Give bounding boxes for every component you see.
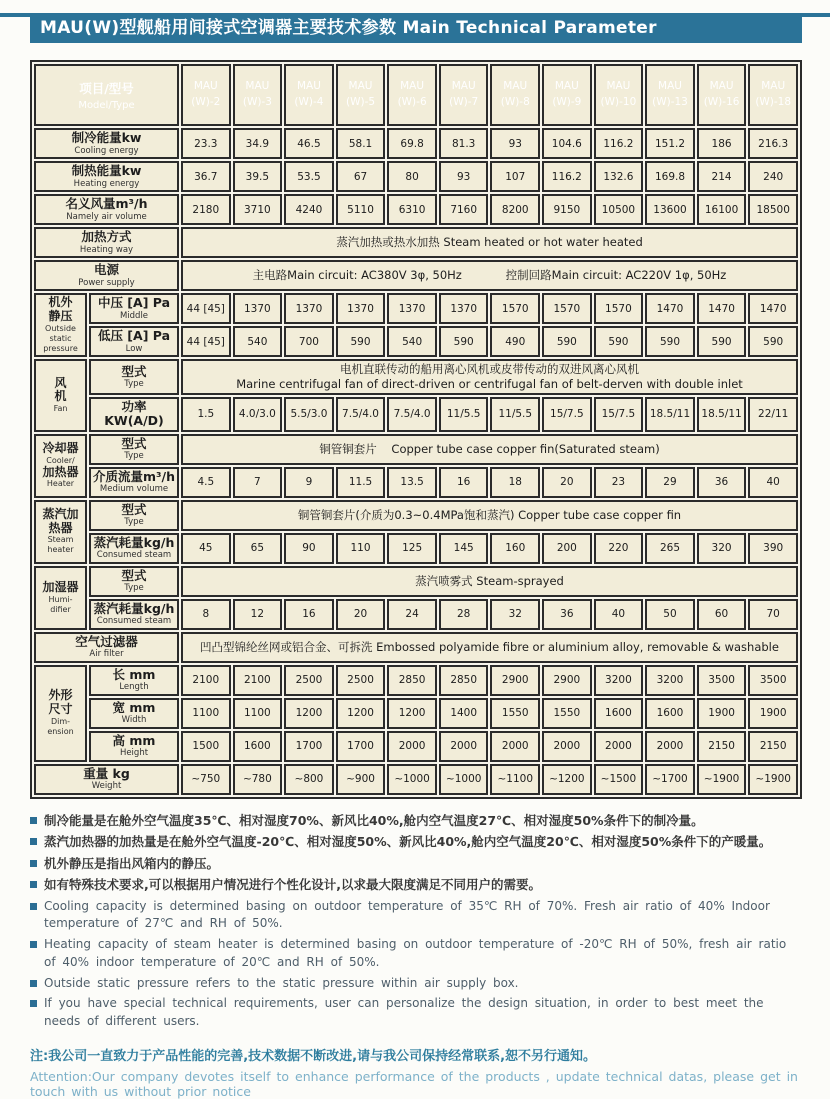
- row-label: 介质流量m³/h Medium volume: [89, 467, 179, 498]
- notes-section: [30, 812, 802, 1031]
- value-cell: 2100: [181, 665, 231, 696]
- span-value-cell: 电机直联传动的船用离心风机或皮带传动的双进风离心风机 Marine centrifugal fan of direct-driven or centrifugal fan of belt-derven with double inlet: [181, 359, 798, 395]
- value-cell: 590: [336, 326, 386, 357]
- value-cell: 540: [387, 326, 437, 357]
- value-cell: 1600: [594, 698, 644, 729]
- model-header-cell: MAU (W)-4: [284, 64, 334, 126]
- value-cell: 8: [181, 599, 231, 630]
- top-accent-strip: [0, 13, 830, 17]
- row-group-label: 蒸汽加 热器 Steam heater: [34, 500, 87, 564]
- value-cell: 16100: [697, 194, 747, 225]
- value-cell: 16: [439, 467, 489, 498]
- row-label: 中压 [A] Pa Middle: [89, 293, 179, 324]
- model-header-cell: MAU (W)-7: [439, 64, 489, 126]
- value-cell: 590: [645, 326, 695, 357]
- value-cell: 490: [490, 326, 540, 357]
- value-cell: ~1000: [439, 764, 489, 795]
- row-group-label: 冷却器 Cooler/ 加热器 Heater: [34, 434, 87, 498]
- row-label: 宽 mm Width: [89, 698, 179, 729]
- value-cell: 90: [284, 533, 334, 564]
- value-cell: 7: [233, 467, 283, 498]
- value-cell: 11/5.5: [490, 397, 540, 432]
- value-cell: 1600: [645, 698, 695, 729]
- value-cell: 220: [594, 533, 644, 564]
- value-cell: 1400: [439, 698, 489, 729]
- value-cell: 69.8: [387, 128, 437, 159]
- model-header-row: [34, 64, 798, 126]
- note-text: 如有特殊技术要求,可以根据用户情况进行个性化设计,以求最大限度满足不同用户的需要。: [44, 877, 541, 893]
- note-text: 制冷能量是在舱外空气温度35℃、相对湿度70%、新风比40%,舱内空气温度27℃、相对湿度50%条件下的制冷量。: [44, 812, 704, 828]
- value-cell: 1370: [387, 293, 437, 324]
- value-cell: 160: [490, 533, 540, 564]
- model-header-cell: MAU (W)-6: [387, 64, 437, 126]
- value-cell: 24: [387, 599, 437, 630]
- square-bullet-icon: [30, 980, 37, 987]
- value-cell: 11/5.5: [439, 397, 489, 432]
- value-cell: 390: [748, 533, 798, 564]
- model-header-cell: MAU (W)-8: [490, 64, 540, 126]
- value-cell: ~1000: [387, 764, 437, 795]
- value-cell: ~780: [233, 764, 283, 795]
- table-row: [34, 533, 798, 564]
- note-text: 机外静压是指出风箱内的静压。: [44, 855, 220, 871]
- note-item: [30, 936, 802, 972]
- row-label: 型式 Type: [89, 500, 179, 531]
- value-cell: 1200: [336, 698, 386, 729]
- value-cell: 50: [645, 599, 695, 630]
- value-cell: 2500: [284, 665, 334, 696]
- value-cell: 1370: [233, 293, 283, 324]
- value-cell: 29: [645, 467, 695, 498]
- table-row: [34, 500, 798, 531]
- note-text: If you have special technical requirements, user can personalize the design situation, in order to best meet the needs of different users.: [44, 996, 764, 1029]
- value-cell: 3200: [645, 665, 695, 696]
- row-label: 型式 Type: [89, 566, 179, 597]
- value-cell: 53.5: [284, 161, 334, 192]
- row-group-label: 外形 尺寸 Dim- ension: [34, 665, 87, 762]
- table-row: [34, 260, 798, 291]
- value-cell: 15/7.5: [594, 397, 644, 432]
- model-header-cell: MAU (W)-3: [233, 64, 283, 126]
- row-group-label: 机外 静压 Outside static pressure: [34, 293, 87, 357]
- table-row: [34, 599, 798, 630]
- value-cell: 2000: [439, 731, 489, 762]
- value-cell: ~1700: [645, 764, 695, 795]
- value-cell: 2150: [748, 731, 798, 762]
- value-cell: 44 [45]: [181, 326, 231, 357]
- value-cell: 93: [490, 128, 540, 159]
- value-cell: 34.9: [233, 128, 283, 159]
- value-cell: 540: [233, 326, 283, 357]
- value-cell: 1370: [439, 293, 489, 324]
- value-cell: 46.5: [284, 128, 334, 159]
- value-cell: 36: [697, 467, 747, 498]
- value-cell: 1550: [490, 698, 540, 729]
- row-group-label: 风 机 Fan: [34, 359, 87, 432]
- model-header-cell: MAU (W)-10: [594, 64, 644, 126]
- value-cell: 7.5/4.0: [387, 397, 437, 432]
- row-label: 空气过滤器 Air filter: [34, 632, 179, 663]
- value-cell: 107: [490, 161, 540, 192]
- value-cell: 2900: [490, 665, 540, 696]
- value-cell: 1600: [233, 731, 283, 762]
- value-cell: 12: [233, 599, 283, 630]
- value-cell: 1470: [748, 293, 798, 324]
- value-cell: 2180: [181, 194, 231, 225]
- value-cell: 1200: [387, 698, 437, 729]
- value-cell: 40: [594, 599, 644, 630]
- row-label: 重量 kg Weight: [34, 764, 179, 795]
- model-header-cell: MAU (W)-5: [336, 64, 386, 126]
- value-cell: 2000: [387, 731, 437, 762]
- row-label: 制热能量kw Heating energy: [34, 161, 179, 192]
- footer-note-zh: 注:我公司一直致力于产品性能的完善,技术数据不断改进,请与我公司保持经常联系,恕不另行通知。: [30, 1048, 597, 1064]
- span-value-cell: 主电路Main circuit: AC380V 3φ, 50Hz 控制回路Main circuit: AC220V 1φ, 50Hz: [181, 260, 798, 291]
- value-cell: 7160: [439, 194, 489, 225]
- value-cell: 1700: [336, 731, 386, 762]
- page-title: MAU(W)型舰船用间接式空调器主要技术参数 Main Technical Parameter: [30, 13, 802, 43]
- table-row: [34, 566, 798, 597]
- square-bullet-icon: [30, 881, 37, 888]
- row-label: 型式 Type: [89, 434, 179, 465]
- table-row: [34, 632, 798, 663]
- value-cell: 145: [439, 533, 489, 564]
- value-cell: 5110: [336, 194, 386, 225]
- value-cell: 1470: [697, 293, 747, 324]
- value-cell: 10500: [594, 194, 644, 225]
- value-cell: 110: [336, 533, 386, 564]
- value-cell: 45: [181, 533, 231, 564]
- row-label: 蒸汽耗量kg/h Consumed steam: [89, 533, 179, 564]
- value-cell: 240: [748, 161, 798, 192]
- note-item: [30, 876, 802, 895]
- table-row: [34, 194, 798, 225]
- value-cell: 1570: [542, 293, 592, 324]
- value-cell: 590: [748, 326, 798, 357]
- square-bullet-icon: [30, 860, 37, 867]
- value-cell: 1470: [645, 293, 695, 324]
- table-row: [34, 467, 798, 498]
- value-cell: 590: [697, 326, 747, 357]
- value-cell: 104.6: [542, 128, 592, 159]
- value-cell: 151.2: [645, 128, 695, 159]
- value-cell: 36: [542, 599, 592, 630]
- table-row: [34, 227, 798, 258]
- value-cell: 186: [697, 128, 747, 159]
- value-cell: 2150: [697, 731, 747, 762]
- value-cell: 4.5: [181, 467, 231, 498]
- value-cell: 13.5: [387, 467, 437, 498]
- value-cell: 125: [387, 533, 437, 564]
- model-header-cell: MAU (W)-2: [181, 64, 231, 126]
- row-group-label: 加湿器 Humi- difier: [34, 566, 87, 630]
- value-cell: 1570: [490, 293, 540, 324]
- value-cell: 1100: [181, 698, 231, 729]
- span-value-cell: 蒸汽喷雾式 Steam-sprayed: [181, 566, 798, 597]
- row-label: 蒸汽耗量kg/h Consumed steam: [89, 599, 179, 630]
- value-cell: 11.5: [336, 467, 386, 498]
- value-cell: 2500: [336, 665, 386, 696]
- table-row: [34, 731, 798, 762]
- note-item: [30, 975, 802, 993]
- value-cell: 23: [594, 467, 644, 498]
- value-cell: 18.5/11: [645, 397, 695, 432]
- value-cell: 67: [336, 161, 386, 192]
- value-cell: 1370: [284, 293, 334, 324]
- value-cell: 3500: [748, 665, 798, 696]
- value-cell: ~1500: [594, 764, 644, 795]
- row-label: 加热方式 Heating way: [34, 227, 179, 258]
- value-cell: 2100: [233, 665, 283, 696]
- value-cell: 65: [233, 533, 283, 564]
- value-cell: 216.3: [748, 128, 798, 159]
- value-cell: 1.5: [181, 397, 231, 432]
- value-cell: 81.3: [439, 128, 489, 159]
- table-row: [34, 698, 798, 729]
- value-cell: 36.7: [181, 161, 231, 192]
- value-cell: 18500: [748, 194, 798, 225]
- spec-table: [30, 60, 802, 799]
- row-label: 型式 Type: [89, 359, 179, 395]
- value-cell: 5.5/3.0: [284, 397, 334, 432]
- value-cell: 9150: [542, 194, 592, 225]
- value-cell: 2000: [594, 731, 644, 762]
- value-cell: ~1100: [490, 764, 540, 795]
- value-cell: 70: [748, 599, 798, 630]
- note-item: [30, 855, 802, 874]
- value-cell: 7.5/4.0: [336, 397, 386, 432]
- table-row: [34, 326, 798, 357]
- value-cell: 39.5: [233, 161, 283, 192]
- model-header-cell: MAU (W)-13: [645, 64, 695, 126]
- value-cell: 2850: [387, 665, 437, 696]
- note-item: [30, 898, 802, 934]
- value-cell: ~750: [181, 764, 231, 795]
- value-cell: 116.2: [542, 161, 592, 192]
- row-label: 高 mm Height: [89, 731, 179, 762]
- value-cell: 23.3: [181, 128, 231, 159]
- value-cell: 1700: [284, 731, 334, 762]
- table-row: [34, 434, 798, 465]
- footer-note-en: Attention:Our company devotes itself to enhance performance of the products , update technical datas, please get in touch with us without prior notice: [30, 1068, 798, 1099]
- value-cell: ~1900: [748, 764, 798, 795]
- value-cell: 3710: [233, 194, 283, 225]
- value-cell: 700: [284, 326, 334, 357]
- corner-cell: [34, 64, 179, 126]
- value-cell: 214: [697, 161, 747, 192]
- row-label: 低压 [A] Pa Low: [89, 326, 179, 357]
- corner-label-zh: 项目/型号: [79, 81, 134, 96]
- value-cell: 4.0/3.0: [233, 397, 283, 432]
- value-cell: 1200: [284, 698, 334, 729]
- square-bullet-icon: [30, 941, 37, 948]
- model-header-cell: MAU (W)-18: [748, 64, 798, 126]
- table-row: [34, 359, 798, 395]
- value-cell: 8200: [490, 194, 540, 225]
- value-cell: 13600: [645, 194, 695, 225]
- value-cell: 265: [645, 533, 695, 564]
- value-cell: 93: [439, 161, 489, 192]
- value-cell: 4240: [284, 194, 334, 225]
- note-item: [30, 995, 802, 1031]
- square-bullet-icon: [30, 903, 37, 910]
- note-text: Outside static pressure refers to the static pressure within air supply box.: [44, 975, 519, 990]
- value-cell: 3500: [697, 665, 747, 696]
- value-cell: 9: [284, 467, 334, 498]
- span-value-cell: 蒸汽加热或热水加热 Steam heated or hot water heated: [181, 227, 798, 258]
- value-cell: 1570: [594, 293, 644, 324]
- value-cell: ~1900: [697, 764, 747, 795]
- value-cell: 590: [542, 326, 592, 357]
- value-cell: 6310: [387, 194, 437, 225]
- value-cell: ~900: [336, 764, 386, 795]
- row-label: 长 mm Length: [89, 665, 179, 696]
- value-cell: 1550: [542, 698, 592, 729]
- value-cell: ~800: [284, 764, 334, 795]
- span-value-cell: 凹凸型锦纶丝网或铝合金、可拆洗 Embossed polyamide fibre or aluminium alloy, removable & washable: [181, 632, 798, 663]
- value-cell: 116.2: [594, 128, 644, 159]
- row-label: 制冷能量kw Cooling energy: [34, 128, 179, 159]
- value-cell: 44 [45]: [181, 293, 231, 324]
- square-bullet-icon: [30, 817, 37, 824]
- span-value-cell: 铜管铜套片(介质为0.3~0.4MPa饱和蒸汽) Copper tube case copper fin: [181, 500, 798, 531]
- table-row: [34, 764, 798, 795]
- model-header-cell: MAU (W)-16: [697, 64, 747, 126]
- model-header-cell: MAU (W)-9: [542, 64, 592, 126]
- square-bullet-icon: [30, 838, 37, 845]
- value-cell: 1900: [748, 698, 798, 729]
- value-cell: 1100: [233, 698, 283, 729]
- value-cell: 590: [439, 326, 489, 357]
- value-cell: 28: [439, 599, 489, 630]
- note-text: Cooling capacity is determined basing on outdoor temperature of 35℃ RH of 70%. Fresh air ratio of 40% Indoor temperature of 27℃ and RH of 50%.: [44, 898, 770, 931]
- value-cell: 200: [542, 533, 592, 564]
- value-cell: 1900: [697, 698, 747, 729]
- table-row: [34, 161, 798, 192]
- row-label: 名义风量m³/h Namely air volume: [34, 194, 179, 225]
- value-cell: 16: [284, 599, 334, 630]
- value-cell: 2000: [645, 731, 695, 762]
- value-cell: 1370: [336, 293, 386, 324]
- row-label: 电源 Power supply: [34, 260, 179, 291]
- value-cell: 320: [697, 533, 747, 564]
- note-item: [30, 812, 802, 831]
- value-cell: 132.6: [594, 161, 644, 192]
- value-cell: 22/11: [748, 397, 798, 432]
- row-label: 功率KW(A/D): [89, 397, 179, 432]
- value-cell: 60: [697, 599, 747, 630]
- table-row: [34, 665, 798, 696]
- value-cell: 20: [336, 599, 386, 630]
- value-cell: 1500: [181, 731, 231, 762]
- table-row: [34, 397, 798, 432]
- value-cell: 2850: [439, 665, 489, 696]
- footer-note: [30, 1045, 802, 1099]
- value-cell: 2900: [542, 665, 592, 696]
- value-cell: ~1200: [542, 764, 592, 795]
- value-cell: 590: [594, 326, 644, 357]
- value-cell: 80: [387, 161, 437, 192]
- value-cell: 2000: [490, 731, 540, 762]
- value-cell: 32: [490, 599, 540, 630]
- value-cell: 3200: [594, 665, 644, 696]
- note-item: [30, 833, 802, 852]
- table-row: [34, 128, 798, 159]
- table-row: [34, 293, 798, 324]
- value-cell: 18.5/11: [697, 397, 747, 432]
- value-cell: 2000: [542, 731, 592, 762]
- value-cell: 58.1: [336, 128, 386, 159]
- value-cell: 20: [542, 467, 592, 498]
- value-cell: 18: [490, 467, 540, 498]
- square-bullet-icon: [30, 1000, 37, 1007]
- note-text: 蒸汽加热器的加热量是在舱外空气温度-20℃、相对湿度50%、新风比40%,舱内空气温度20℃、相对湿度50%条件下的产暖量。: [44, 834, 772, 850]
- corner-label-en: Model/Type: [78, 100, 135, 111]
- note-text: Heating capacity of steam heater is determined basing on outdoor temperature of -20℃ RH of 50%, fresh air ratio of 40% indoor temperature of 20℃ and RH of 50%.: [44, 937, 787, 969]
- value-cell: 40: [748, 467, 798, 498]
- value-cell: 15/7.5: [542, 397, 592, 432]
- span-value-cell: 铜管铜套片 Copper tube case copper fin(Saturated steam): [181, 434, 798, 465]
- value-cell: 169.8: [645, 161, 695, 192]
